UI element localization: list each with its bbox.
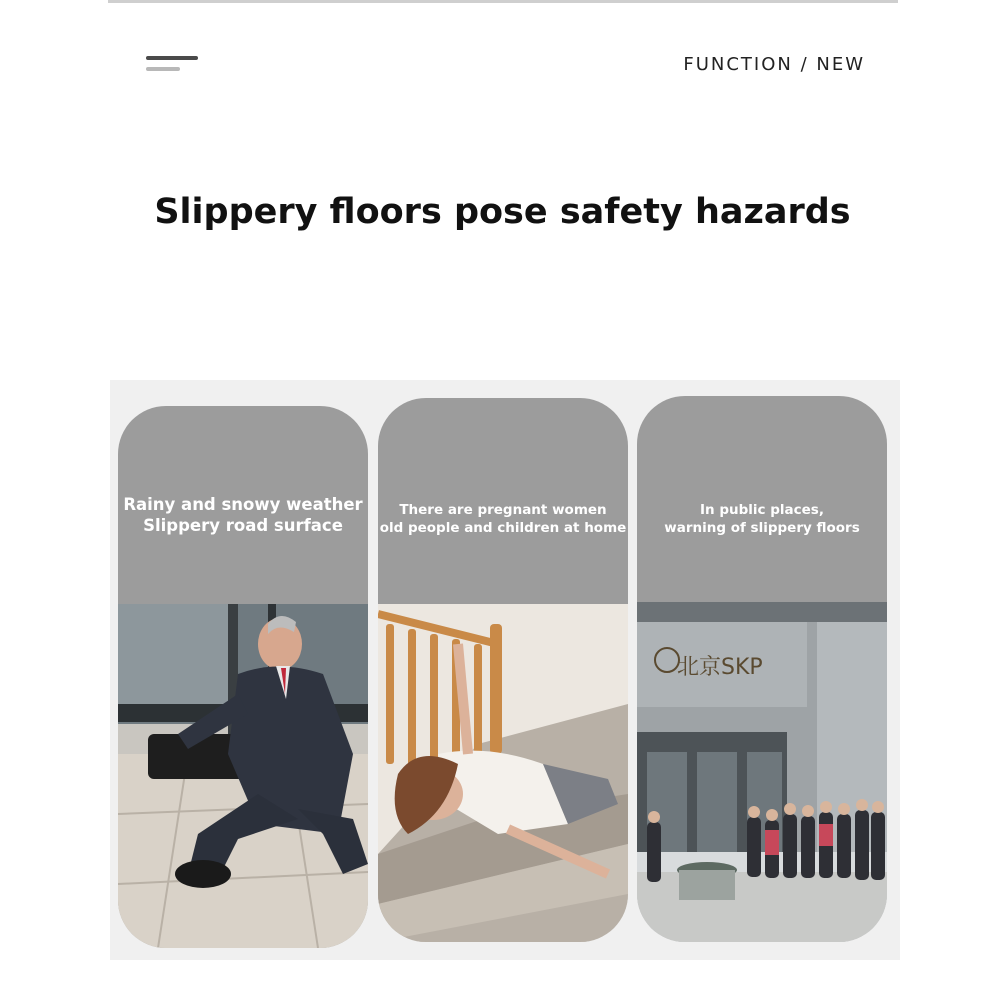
- section-label: FUNCTION / NEW: [683, 54, 865, 75]
- card-caption: [118, 494, 368, 537]
- woman-on-stairs-photo: [378, 604, 628, 942]
- card-caption-line: warning of slippery floors: [664, 519, 860, 536]
- card-caption-line: Slippery road surface: [143, 516, 343, 536]
- mall-entrance-photo: [637, 602, 887, 942]
- page-headline: Slippery floors pose safety hazards: [154, 192, 851, 232]
- card-caption: [378, 502, 628, 537]
- top-divider: [108, 0, 898, 3]
- card-caption-line: old people and children at home: [379, 519, 627, 536]
- mall-sign-text: 北京SKP: [677, 655, 763, 680]
- card-caption: [637, 502, 887, 537]
- card-caption-line: Rainy and snowy weather: [123, 495, 363, 514]
- man-slipping-photo: [118, 604, 368, 948]
- menu-icon-bar: [146, 56, 198, 60]
- card-caption-line: There are pregnant women: [399, 502, 607, 518]
- menu-icon-bar: [146, 67, 180, 71]
- card-rainy-weather: [118, 406, 368, 948]
- card-public-places: [637, 396, 887, 942]
- card-family-at-home: [378, 398, 628, 942]
- hamburger-menu-icon[interactable]: [146, 56, 200, 76]
- card-caption-line: In public places,: [700, 502, 824, 518]
